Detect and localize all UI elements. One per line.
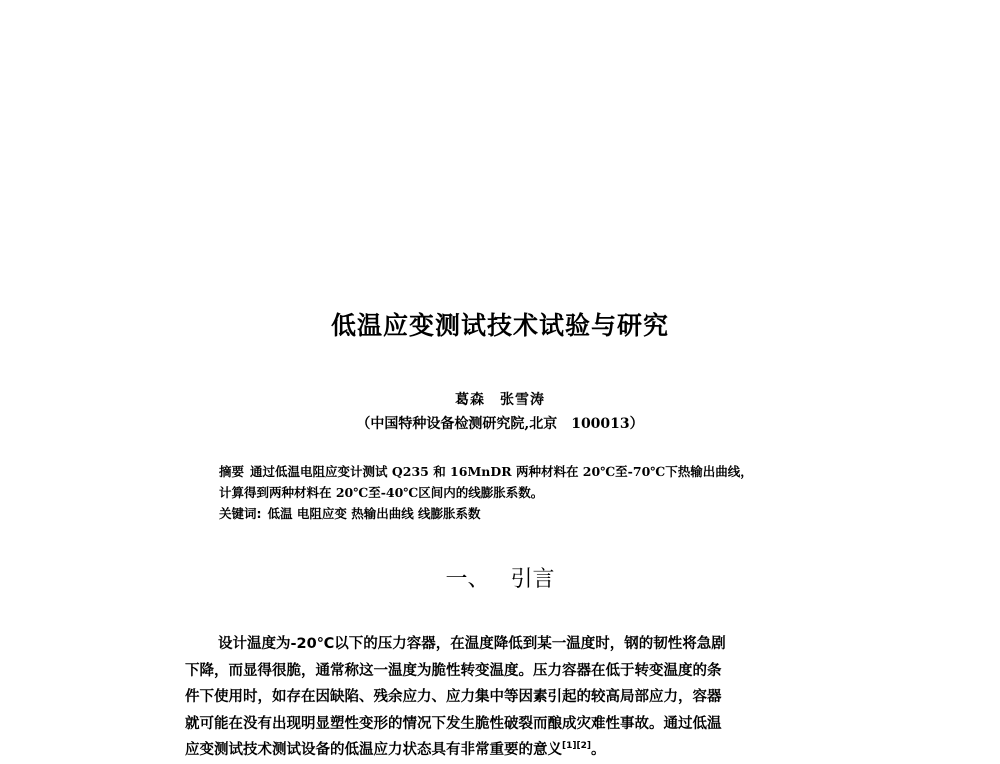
keywords-text: 低温 电阻应变 热输出曲线 线膨胀系数 [267,506,481,521]
keywords-line [219,503,819,524]
paragraph-line-text: 应变测试技术测试设备的低温应力状态具有非常重要的意义 [185,742,562,758]
paragraph-line: 就可能在没有出现明显塑性变形的情况下发生脆性破裂而酿成灾难性事故。通过低温 [185,715,722,732]
author-affiliation: （中国特种设备检测研究院,北京 100013） [356,416,644,432]
introduction-paragraph [185,631,815,764]
paragraph-line: 设计温度为-20℃以下的压力容器，在温度降低到某一温度时，钢的韧性将急剧 [218,636,726,652]
abstract-text-2: 计算得到两种材料在 20℃至-40℃区间内的线膨胀系数。 [219,485,544,500]
abstract-text-1: 通过低温电阻应变计测试 Q235 和 16MnDR 两种材料在 20℃至-70℃下热输出曲线， [250,464,753,479]
abstract-line-1 [219,461,819,482]
section-heading-introduction: 一、 引言 [445,567,555,592]
paragraph-end-punct: 。 [590,742,606,758]
paper-title: 低温应变测试技术试验与研究 [330,311,669,340]
paragraph-line: 件下使用时，如存在因缺陷、残余应力、应力集中等因素引起的较高局部应力，容器 [185,689,722,705]
keywords-label: 关键词: [219,506,262,521]
citation-marker: [1][2] [562,741,591,752]
abstract-block [219,461,819,524]
paper-authors: 葛森 张雪涛 [455,392,545,408]
abstract-line-2 [219,482,819,503]
paragraph-line: 下降，而显得很脆，通常称这一温度为脆性转变温度。压力容器在低于转变温度的条 [185,662,722,679]
abstract-label: 摘要 [219,464,245,479]
